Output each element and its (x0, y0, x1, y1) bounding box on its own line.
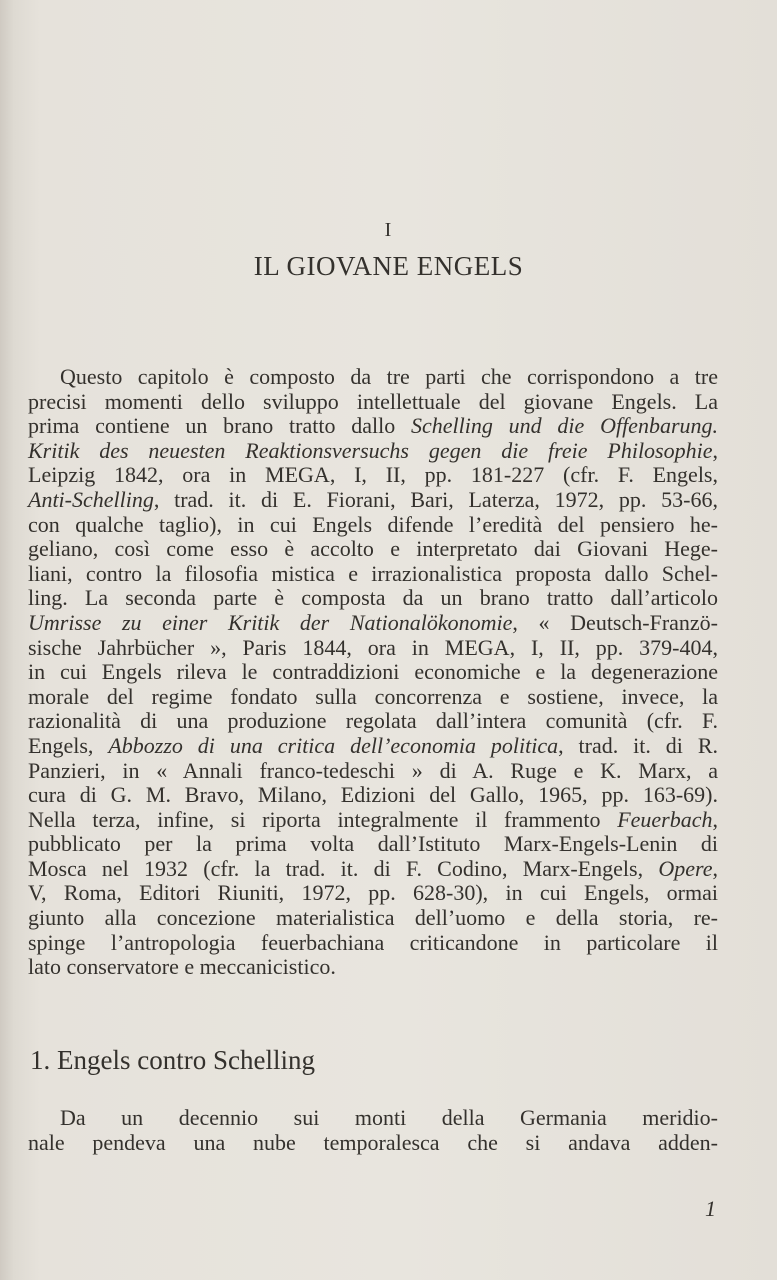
italic-title-text: Umrisse zu einer Kritik der Nationalökonomie (28, 609, 513, 635)
text-line (28, 832, 718, 857)
text-segment: razionalità di una produzione regolata dall’intera comunità (cfr. F. (28, 708, 718, 734)
chapter-number: I (384, 219, 393, 241)
body-paragraph (28, 1106, 718, 1155)
text-line (28, 709, 718, 734)
text-segment: in cui Engels rileva le contraddizioni economiche e la degenerazione (28, 659, 718, 685)
text-line (28, 537, 718, 562)
text-segment: prima contiene un brano tratto dallo (28, 413, 411, 439)
text-segment: giunto alla concezione materialistica dell’uomo e della storia, re- (28, 905, 718, 931)
text-segment: precisi momenti dello sviluppo intellettuale del giovane Engels. La (28, 388, 718, 414)
text-line (28, 1106, 718, 1131)
text-line (28, 759, 718, 784)
text-line (28, 562, 718, 587)
text-line (28, 931, 718, 956)
italic-title-text: Anti-Schelling (28, 486, 154, 512)
text-segment: Leipzig 1842, ora in MEGA, I, II, pp. 181-227 (cfr. F. Engels, (28, 462, 718, 488)
text-segment: , trad. it. di E. Fiorani, Bari, Laterza, 1972, pp. 53-66, (153, 486, 718, 512)
text-line (28, 857, 718, 882)
page-number: 1 (705, 1196, 716, 1221)
text-line (28, 734, 718, 759)
text-line (28, 463, 718, 488)
italic-title-text: Feuerbach (617, 806, 713, 832)
text-segment: Mosca nel 1932 (cfr. la trad. it. di F. Codino, Marx-Engels, (28, 855, 659, 881)
section-title: 1. Engels contro Schelling (30, 1045, 315, 1075)
text-segment: , (712, 437, 718, 463)
text-line (28, 685, 718, 710)
text-segment: lato conservatore e meccanicistico. (28, 954, 336, 980)
text-segment: , « Deutsch-Franzö- (512, 609, 718, 635)
text-segment: liani, contro la filosofia mistica e irrazionalistica proposta dallo Schel- (28, 560, 718, 586)
text-segment: , trad. it. di R. (558, 732, 718, 758)
text-line (28, 881, 718, 906)
italic-title-text: Opere (658, 855, 713, 881)
text-segment: morale del regime fondato sulla concorrenza e sostiene, invece, la (28, 683, 718, 709)
text-line (28, 488, 718, 513)
text-line (28, 808, 718, 833)
italic-title-text: Kritik des neuesten Reaktionsversuchs gegen die freie Philosophie (28, 437, 713, 463)
text-line (28, 365, 718, 390)
text-segment: spinge l’antropologia feuerbachiana criticandone in particolare il (28, 929, 718, 955)
text-line (28, 955, 718, 980)
text-line (28, 783, 718, 808)
text-line (28, 390, 718, 415)
text-line (28, 586, 718, 611)
text-segment: geliano, così come esso è accolto e interpretato dai Giovani Hege- (28, 536, 718, 562)
text-segment: pubblicato per la prima volta dall’Istituto Marx-Engels-Lenin di (28, 831, 718, 857)
text-line (28, 906, 718, 931)
text-segment: Panzieri, in « Annali franco-tedeschi » di A. Ruge e K. Marx, a (28, 757, 718, 783)
text-line (28, 414, 718, 439)
text-line (28, 1131, 718, 1156)
text-line (28, 439, 718, 464)
text-segment: , (712, 855, 718, 881)
text-segment: sische Jahrbücher », Paris 1844, ora in MEGA, I, II, pp. 379-404, (28, 634, 718, 660)
text-line (28, 660, 718, 685)
text-segment: con qualche taglio), in cui Engels difende l’eredità del pensiero he- (28, 511, 718, 537)
text-line (28, 636, 718, 661)
text-segment: nale pendeva una nube temporalesca che si andava adden- (28, 1129, 718, 1155)
text-segment: Nella terza, infine, si riporta integralmente il frammento (28, 806, 618, 832)
text-line (28, 513, 718, 538)
text-segment: cura di G. M. Bravo, Milano, Edizioni del Gallo, 1965, pp. 163-69). (28, 782, 718, 808)
text-segment: , (712, 806, 718, 832)
text-segment: Engels, (28, 732, 109, 758)
text-segment: ling. La seconda parte è composta da un brano tratto dall’articolo (28, 585, 718, 611)
text-segment: Da un decennio sui monti della Germania meridio- (60, 1105, 718, 1130)
chapter-title: IL GIOVANE ENGELS (253, 251, 524, 281)
italic-title-text: Abbozzo di una critica dell’economia politica (108, 732, 559, 758)
intro-paragraph (28, 365, 718, 980)
text-line (28, 611, 718, 636)
text-segment: Questo capitolo è composto da tre parti che corrispondono a tre (60, 364, 718, 389)
italic-title-text: Schelling und die Offenbarung. (411, 413, 719, 439)
text-segment: V, Roma, Editori Riuniti, 1972, pp. 628-30), in cui Engels, ormai (28, 880, 718, 906)
